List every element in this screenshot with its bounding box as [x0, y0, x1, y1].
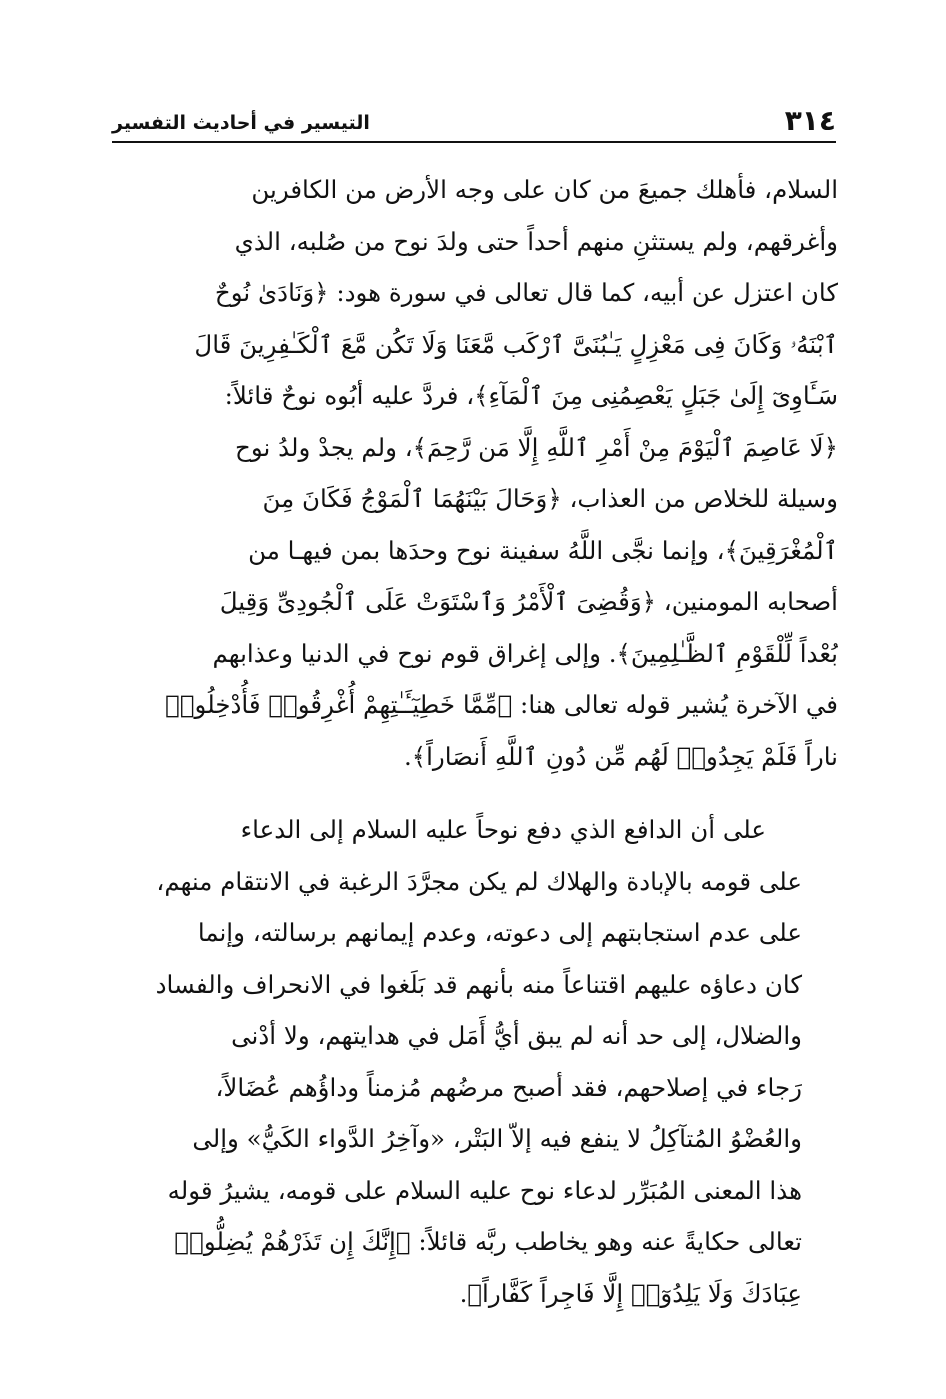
- text-line: رَجاء في إصلاحهم، فقد أصبح مرضُهم مُزمناً وداؤُهم عُضَالاً،: [215, 1072, 802, 1102]
- text-line: في الآخرة يُشير قوله تعالى هنا: ﴿مِّمَّا خَطِيٓـَٔـٰتِهِمْ أُغْرِقُوا۟ فَأُدْخِلُوا۟: [165, 690, 838, 719]
- text-line: وأغرقهم، ولم يستثنِ منهم أحداً حتى ولدَ نوح من صُلبه، الذي: [234, 226, 838, 256]
- paragraph-2: [106, 804, 838, 1319]
- text-line: سَـَٔاوِىٓ إِلَىٰ جَبَلٍ يَعْصِمُنِى مِنَ ٱلْمَآءِ﴾، فردَّ عليه أبُوه نوحٌ قائلاً:: [224, 381, 838, 410]
- text-line: بُعْداً لِّلْقَوْمِ ٱلظَّـٰلِمِينَ﴾. وإلى إغراق قوم نوح في الدنيا وعذابهم: [212, 638, 838, 668]
- text-line: على أن الدافع الذي دفع نوحاً عليه السلام إلى الدعاء: [240, 815, 766, 844]
- text-line: عِبَادَكَ وَلَا يَلِدُوٓا۟ إِلَّا فَاجِراً كَفَّاراً﴾.: [459, 1278, 802, 1308]
- running-title: التيسير في أحاديث التفسير: [112, 112, 370, 134]
- text-line: هذا المعنى المُبَرِّر لدعاء نوح عليه السلام على قومه، يشيرُ قوله: [167, 1175, 802, 1205]
- text-line: كان اعتزل عن أبيه، كما قال تعالى في سورة هود: ﴿وَنَادَىٰ نُوحٌ: [214, 278, 838, 307]
- page-number: ٣١٤: [784, 104, 836, 137]
- text-line: ﴿لَا عَاصِمَ ٱلْيَوْمَ مِنْ أَمْرِ ٱللَّهِ إِلَّا مَن رَّحِمَ﴾، ولم يجدْ ولدُ نوح: [235, 432, 838, 462]
- text-line: وسيلة للخلاص من العذاب، ﴿وَحَالَ بَيْنَهُمَا ٱلْمَوْجُ فَكَانَ مِنَ: [262, 484, 838, 513]
- paragraph-1: [106, 164, 838, 782]
- text-line: على قومه بالإبادة والهلاك لم يكن مجرَّدَ الرغبة في الانتقام منهم،: [156, 866, 802, 896]
- text-line: على عدم استجابتهم إلى دعوته، وعدم إيمانهم برسالته، وإنما: [197, 918, 802, 947]
- text-line: كان دعاؤه عليهم اقتناعاً منه بأنهم قد بَلَغوا في الانحراف والفساد: [155, 969, 802, 999]
- text-line: السلام، فأهلك جميعَ من كان على وجه الأرض من الكافرين: [251, 175, 838, 204]
- header-divider: [112, 141, 836, 143]
- page-header: [112, 100, 836, 138]
- text-line: والضلال، إلى حد أنه لم يبق أيُّ أَمَل في هدايتهم، ولا أدْنى: [231, 1021, 802, 1050]
- text-line: ٱلْمُغْرَقِينَ﴾، وإنما نجَّى اللَّهُ سفينة نوح وحدَها بمن فيهـا من: [248, 535, 838, 565]
- text-line: أصحابه المومنين، ﴿وَقُضِىَ ٱلْأَمْرُ وَٱسْتَوَتْ عَلَى ٱلْجُودِىِّ وَقِيلَ: [219, 587, 838, 616]
- text-line: ناراً فَلَمْ يَجِدُوا۟ لَهُم مِّن دُونِ ٱللَّهِ أَنصَاراً﴾.: [403, 741, 838, 771]
- text-line: والعُضْوُ المُتآكِلُ لا ينفع فيه إلاّ البَتْر، «وآخِرُ الدَّواء الكَيُّ» وإلى: [192, 1124, 802, 1153]
- text-line: تعالى حكايةً عنه وهو يخاطب ربَّه قائلاً: ﴿إِنَّكَ إِن تَذَرْهُمْ يُضِلُّوا۟: [174, 1227, 802, 1256]
- text-line: ٱبْنَهُۥ وَكَانَ فِى مَعْزِلٍ يَـٰبُنَىَّ ٱرْكَب مَّعَنَا وَلَا تَكُن مَّعَ ٱلْكَـٰفِرِينَ قَالَ: [194, 329, 838, 359]
